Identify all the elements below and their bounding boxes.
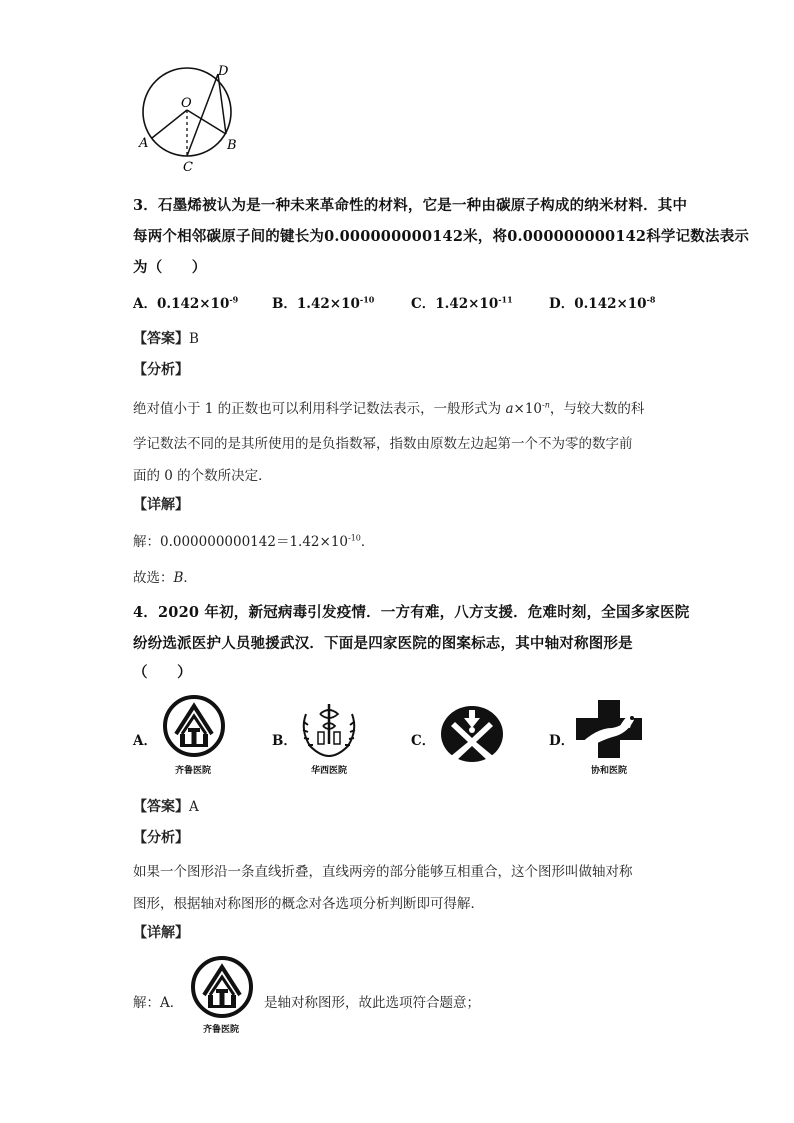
q3-analysis-tag: 【分析】: [133, 362, 189, 378]
q3-detail-line-1: [133, 530, 374, 550]
q3-detail-l1a: 解：0.000000000142＝1.42×10: [133, 534, 348, 550]
q3-detail-l2a: 故选：: [133, 570, 174, 586]
q3-line-2: 每两个相邻碳原子间的键长为0.000000000142米，将0.000000000142科学记数法表示: [133, 228, 750, 245]
point-label-c: C: [183, 160, 193, 174]
q4-answer-value: A: [189, 799, 199, 815]
q4-line-2: 纷纷选派医护人员驰援武汉．下面是四家医院的图案标志，其中轴对称图形是: [133, 635, 633, 652]
q3-detail-line-2: [133, 566, 197, 586]
qilu-hospital-logo-icon: [162, 694, 226, 758]
q4-option-d-label: D．: [549, 733, 575, 749]
q3-option-b-label: B．1.42×10: [272, 296, 360, 312]
q3-answer-value: B: [189, 331, 199, 347]
q4-option-c-label: C．: [411, 733, 436, 749]
q3-analysis-line-2: 学记数法不同的是其所使用的是负指数幂，指数由原数左边起第一个不为零的数字前: [133, 436, 633, 452]
point-label-o: O: [181, 96, 192, 111]
q3-analysis-l1exp: -n: [542, 400, 550, 410]
q4-answer: [133, 796, 199, 816]
q4-option-b-caption: 华西医院: [310, 766, 347, 776]
q3-option-c-exp: -11: [498, 294, 513, 305]
q4-detail-caption: 齐鲁医院: [202, 1025, 239, 1035]
q4-analysis-line-2: 图形，根据轴对称图形的概念对各选项分析判断即可得解．: [133, 896, 484, 912]
q3-detail-l2b: ．: [183, 570, 197, 586]
q4-answer-tag: 【答案】: [133, 799, 189, 815]
segment-oa: [152, 110, 187, 138]
q3-option-d: [549, 292, 655, 312]
xiehe-hospital-logo-icon: [572, 698, 646, 760]
segment-db: [218, 74, 226, 134]
segment-dc: [187, 74, 218, 156]
q3-analysis-line-1: [133, 397, 644, 417]
q3-option-c-label: C．1.42×10: [411, 296, 499, 312]
hospital-c-logo-icon: [439, 704, 505, 764]
q4-option-a-caption: 齐鲁医院: [174, 766, 211, 776]
q3-detail-l2var: B: [173, 570, 184, 586]
point-label-a: A: [139, 136, 149, 151]
q4-option-d-caption: 协和医院: [590, 766, 627, 776]
q4-analysis-line-1: 如果一个图形沿一条直线折叠，直线两旁的部分能够互相重合，这个图形叫做轴对称: [133, 864, 633, 880]
q4-line-1: 4．2020 年初，新冠病毒引发疫情．一方有难，八方支援．危难时刻，全国多家医院: [133, 604, 690, 621]
q3-option-b: [272, 292, 374, 312]
q3-option-c: [411, 292, 513, 312]
q3-option-a-exp: -9: [229, 294, 239, 305]
q3-detail-tag: 【详解】: [133, 497, 189, 513]
qilu-hospital-logo-detail-icon: [190, 955, 254, 1019]
q4-detail-suffix: 是轴对称图形，故此选项符合题意；: [264, 995, 480, 1011]
q3-analysis-l1var: a: [505, 401, 514, 417]
q3-line-3: 为（ ）: [133, 259, 207, 276]
q4-detail-tag: 【详解】: [133, 925, 189, 941]
q3-option-b-exp: -10: [359, 294, 375, 305]
q3-detail-l1b: ．: [360, 534, 375, 550]
circle-geometry-figure: [130, 62, 250, 174]
q4-detail-prefix: 解：A．: [133, 995, 184, 1011]
q3-option-a-label: A．0.142×10: [133, 296, 230, 312]
q3-option-a: [133, 292, 238, 312]
q4-option-b-label: B．: [272, 733, 297, 749]
q3-analysis-l1a: 绝对值小于 1 的正数也可以利用科学记数法表示，一般形式为: [133, 401, 506, 417]
q4-line-3: （ ）: [133, 664, 192, 681]
segment-ob: [187, 110, 226, 134]
huaxi-hospital-logo-icon: [296, 700, 362, 760]
q3-analysis-l1c: ，与较大数的科: [549, 401, 645, 417]
q4-option-a-label: A．: [133, 733, 157, 749]
point-label-d: D: [218, 64, 229, 79]
q3-detail-l1exp: -10: [348, 533, 361, 543]
q3-answer: [133, 328, 199, 348]
q3-analysis-l1b: ×10: [513, 401, 543, 417]
q3-analysis-line-3: 面的 0 的个数所决定．: [133, 468, 272, 484]
point-label-b: B: [227, 138, 237, 153]
q3-option-d-label: D．0.142×10: [549, 296, 647, 312]
q3-line-1: 3．石墨烯被认为是一种未来革命性的材料，它是一种由碳原子构成的纳米材料．其中: [133, 197, 688, 214]
q3-option-d-exp: -8: [646, 294, 656, 305]
q3-answer-tag: 【答案】: [133, 331, 189, 347]
q4-analysis-tag: 【分析】: [133, 830, 189, 846]
